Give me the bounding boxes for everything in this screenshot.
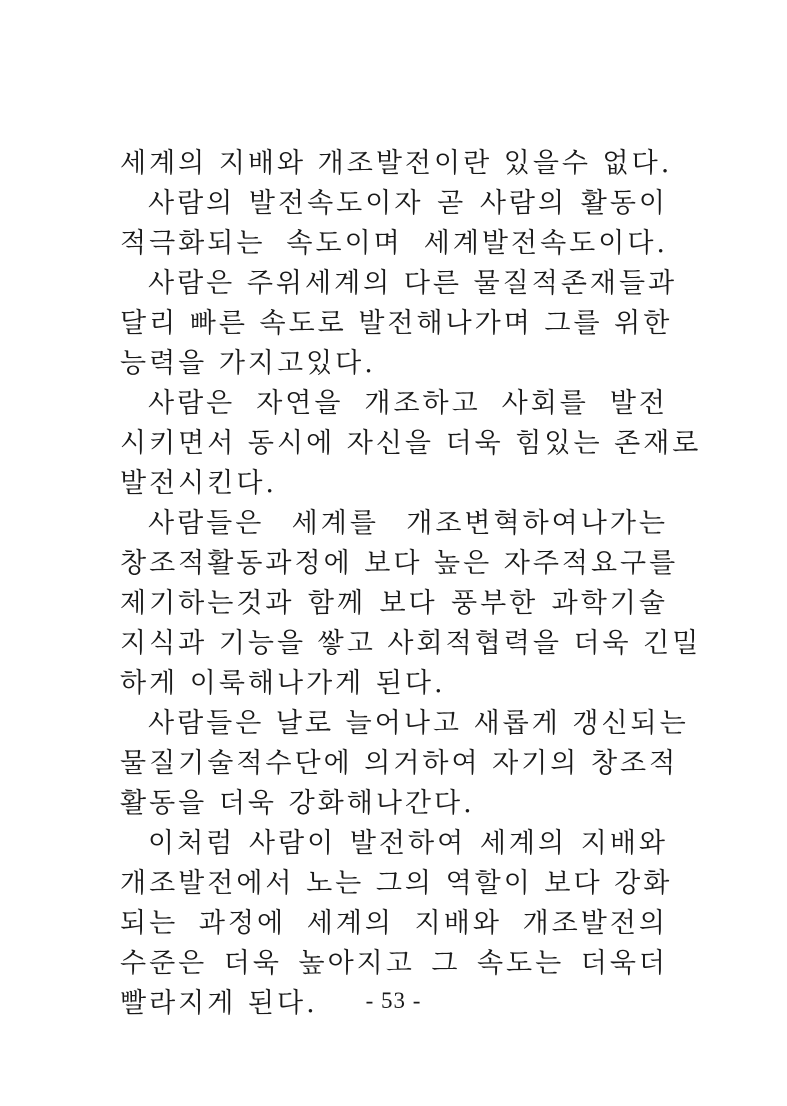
text-line: 활동을 더욱 강화해나간다. bbox=[120, 788, 475, 819]
text-line: 발전시킨다. bbox=[120, 468, 277, 499]
text-line: 되는 과정에 세계의 지배와 개조발전의 bbox=[120, 908, 668, 939]
text-line: 하게 이룩해나가게 된다. bbox=[120, 668, 446, 699]
text-line: 사람은 주위세계의 다른 물질적존재들과 bbox=[148, 268, 678, 299]
text-line: 제기하는것과 함께 보다 풍부한 과학기술 bbox=[120, 588, 668, 619]
text-line: 능력을 가지고있다. bbox=[120, 348, 376, 379]
text-line: 이처럼 사람이 발전하여 세계의 지배와 bbox=[148, 828, 668, 859]
text-line: 물질기술적수단에 의거하여 자기의 창조적 bbox=[120, 748, 679, 779]
text-line: 창조적활동과정에 보다 높은 자주적요구를 bbox=[120, 548, 679, 579]
text-line: 세계의 지배와 개조발전이란 있을수 없다. bbox=[120, 148, 673, 179]
text-line: 빨라지게 된다. bbox=[120, 988, 318, 1019]
text-line: 사람들은 날로 늘어나고 새롭게 갱신되는 bbox=[148, 708, 689, 739]
body-text bbox=[120, 144, 702, 1024]
text-line: 사람들은 세계를 개조변혁하여나가는 bbox=[148, 508, 668, 539]
page-number: - 53 - bbox=[365, 988, 422, 1013]
text-line: 사람은 자연을 개조하고 사회를 발전 bbox=[148, 388, 668, 419]
text-line: 사람의 발전속도이자 곧 사람의 활동이 bbox=[148, 188, 668, 219]
text-line: 시키면서 동시에 자신을 더욱 힘있는 존재로 bbox=[120, 428, 702, 459]
text-line: 수준은 더욱 높아지고 그 속도는 더욱더 bbox=[120, 948, 668, 979]
text-line: 지식과 기능을 쌓고 사회적협력을 더욱 긴밀 bbox=[120, 628, 702, 659]
text-line: 개조발전에서 노는 그의 역할이 보다 강화 bbox=[120, 868, 673, 899]
text-line: 달리 빠른 속도로 발전해나가며 그를 위한 bbox=[120, 308, 673, 339]
text-line: 적극화되는 속도이며 세계발전속도이다. bbox=[120, 228, 668, 259]
